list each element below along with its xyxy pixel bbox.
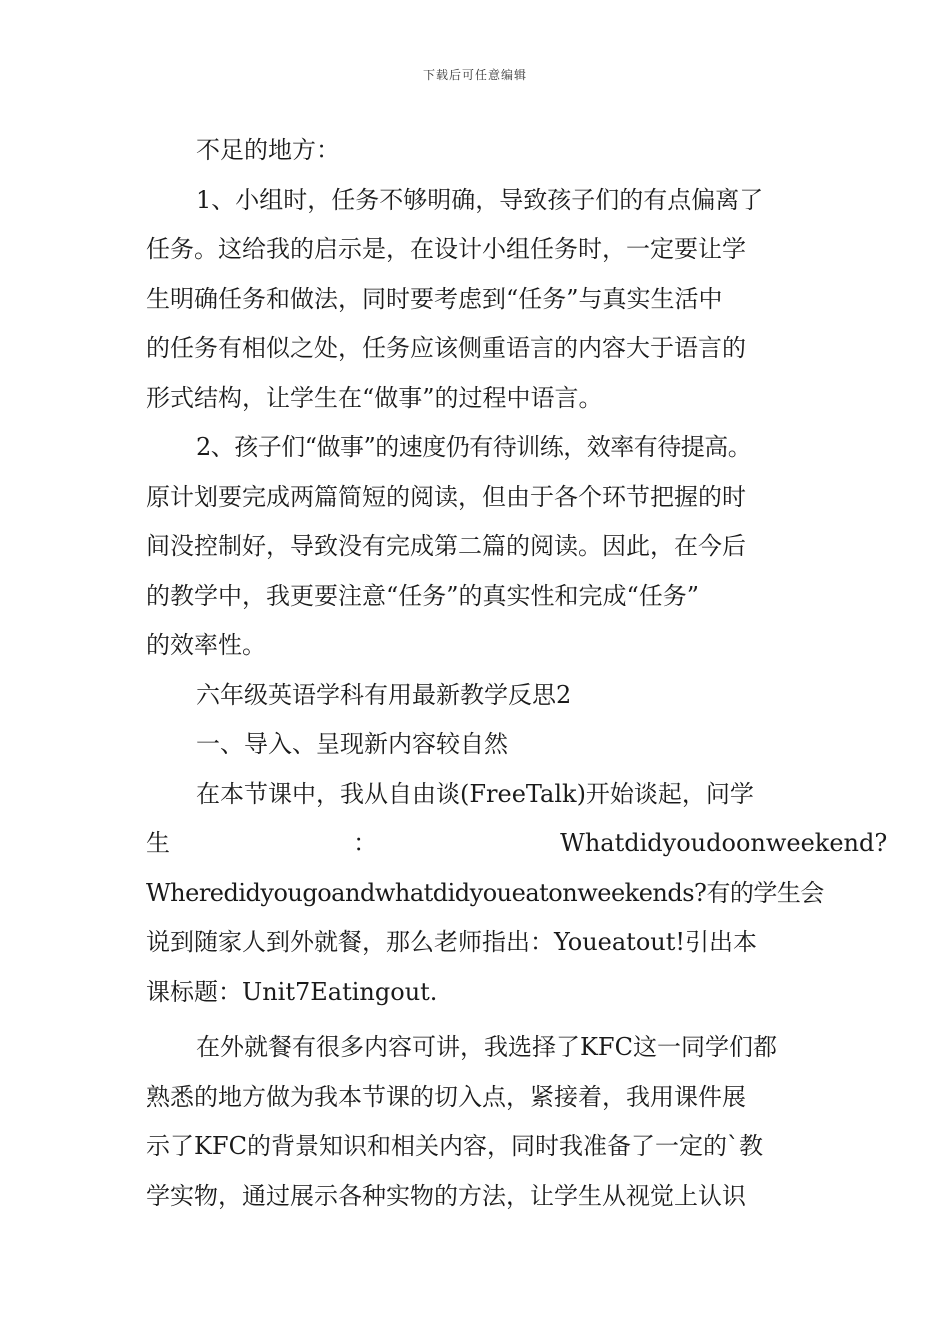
text-line: 熟悉的地方做为我本节课的切入点，紧接着，我用课件展 bbox=[146, 1082, 746, 1111]
text-line: 课标题：Unit7Eatingout. bbox=[146, 977, 438, 1006]
page-header: 下载后可任意编辑 bbox=[422, 68, 527, 82]
text-line: Wheredidyougoandwhatdidyoueatonweekends?有的学生会 bbox=[146, 878, 824, 907]
text-line: 学实物，通过展示各种实物的方法，让学生从视觉上认识 bbox=[146, 1181, 746, 1210]
text-line: 2、孩子们“做事”的速度仍有待训练，效率有待提高。 bbox=[196, 433, 752, 461]
text-line: 的效率性。 bbox=[146, 631, 266, 659]
text-line: 原计划要完成两篇简短的阅读，但由于各个环节把握的时 bbox=[146, 482, 746, 511]
subsection-title: 一、导入、呈现新内容较自然 bbox=[196, 730, 508, 758]
text-line: 示了KFC的背景知识和相关内容，同时我准备了一定的`教 bbox=[146, 1132, 763, 1160]
text-line: 生 ： Whatdidyoudoonweekend? bbox=[146, 829, 888, 857]
paragraph-3 bbox=[146, 770, 888, 1018]
text-line: 生明确任务和做法，同时要考虑到“任务”与真实生活中 bbox=[146, 284, 723, 313]
text-line: 间没控制好，导致没有完成第二篇的阅读。因此，在今后 bbox=[146, 532, 746, 560]
text-line: 在外就餐有很多内容可讲，我选择了KFC这一同学们都 bbox=[196, 1033, 777, 1061]
text-line: 任务。这给我的启示是，在设计小组任务时，一定要让学 bbox=[146, 235, 746, 263]
text-line: 的教学中，我更要注意“任务”的真实性和完成“任务” bbox=[146, 581, 700, 610]
point-2-paragraph bbox=[146, 423, 806, 671]
shortcomings-heading: 不足的地方： bbox=[196, 136, 340, 164]
text-line: 在本节课中，我从自由谈(FreeTalk)开始谈起，问学 bbox=[196, 779, 754, 808]
text-line: 1、小组时，任务不够明确，导致孩子们的有点偏离了 bbox=[196, 185, 764, 214]
paragraph-4 bbox=[146, 1023, 806, 1221]
section-title: 六年级英语学科有用最新教学反思2 bbox=[196, 680, 572, 709]
text-line: 形式结构，让学生在“做事”的过程中语言。 bbox=[146, 383, 603, 412]
text-line: 说到随家人到外就餐，那么老师指出：Youeatout!引出本 bbox=[146, 928, 758, 956]
point-1-paragraph bbox=[146, 176, 806, 424]
text-line: 的任务有相似之处，任务应该侧重语言的内容大于语言的 bbox=[146, 334, 746, 362]
document-body bbox=[146, 126, 888, 1221]
